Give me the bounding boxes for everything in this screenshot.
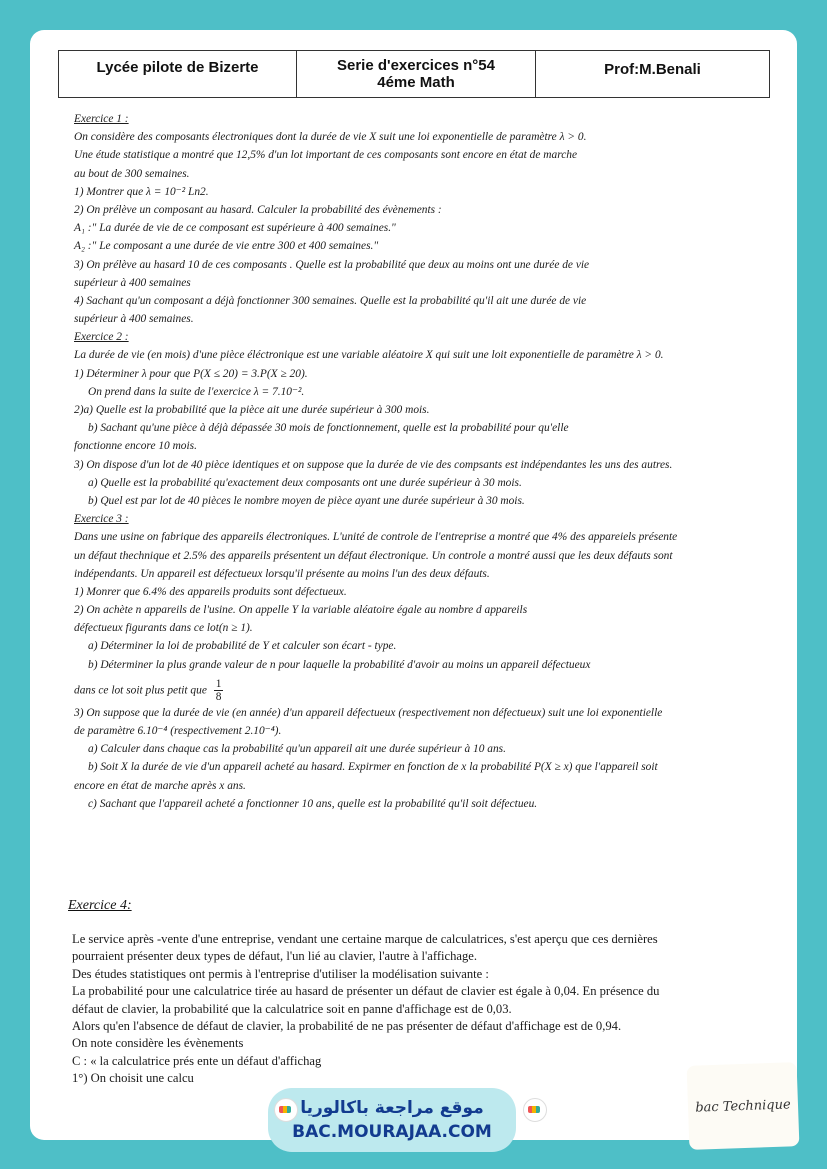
- ex1-line: 1) Montrer que λ = 10⁻² Ln2.: [74, 185, 209, 198]
- ex3-line: défectueux figurants dans ce lot(n ≥ 1).: [74, 622, 253, 635]
- ex4-line: C : « la calculatrice prés ente un défaut d'affichag: [72, 1053, 322, 1068]
- ex1-line: 4) Sachant qu'un composant a déjà fonctionner 300 semaines. Quelle est la probabilité qu'il ait une durée de vie: [74, 294, 587, 307]
- ex2-line: 2)a) Quelle est la probabilité que la pièce ait une durée supérieur à 300 mois.: [74, 404, 430, 416]
- header-teacher-cell: [536, 51, 769, 97]
- ex1-line: A₁ :" La durée de vie de ce composant est supérieure à 400 semaines.": [74, 222, 396, 235]
- ex3-line: 1) Monrer que 6.4% des appareils produits sont défectueux.: [74, 585, 347, 598]
- ex2-line: On prend dans la suite de l'exercice λ = 7.10⁻².: [88, 385, 305, 398]
- fraction-denominator: 8: [215, 691, 222, 704]
- exercise-2-title: Exercice 2 :: [74, 331, 129, 344]
- ex4-line: On note considère les évènements: [72, 1036, 244, 1051]
- ex2-line: b) Sachant qu'une pièce à déjà dépassée 30 mois de fonctionnement, quelle est la probabilité pour qu'elle: [88, 422, 569, 435]
- book-logo-icon: [274, 1098, 298, 1122]
- ex1-line: 2) On prélève un composant au hasard. Calculer la probabilité des évènements :: [74, 203, 442, 216]
- corner-watermark: [687, 1062, 800, 1150]
- ex3-line: a) Calculer dans chaque cas la probabilité qu'un appareil ait une durée supérieur à 10 ans.: [88, 743, 506, 756]
- ex3-line: Dans une usine on fabrique des appareils électroniques. L'unité de controle de l'entreprise a montré que 4% des appareiels présente: [74, 531, 678, 544]
- ex3-line: 3) On suppose que la durée de vie (en année) d'un appareil défectueux (respectivement non défectueux) suit une loi exponentielle: [74, 706, 663, 719]
- exercise-3-title: Exercice 3 :: [74, 513, 129, 526]
- fraction-numerator: 1: [215, 677, 222, 690]
- ex2-line: a) Quelle est la probabilité qu'exactement deux composants ont une durée supérieur à 30 mois.: [88, 476, 522, 489]
- ex2-line: 1) Déterminer λ pour que P(X ≤ 20) = 3.P(X ≥ 20).: [74, 367, 308, 380]
- header-table: [58, 50, 770, 98]
- site-banner[interactable]: [268, 1088, 516, 1152]
- class-level: 4éme Math: [377, 74, 455, 91]
- ex4-line: Le service après -vente d'une entreprise, vendant une certaine marque de calculatrices, s'est aperçu que ces dernières: [72, 932, 658, 946]
- ex3-fraction-line: [74, 678, 774, 708]
- ex4-line: défaut de clavier, la probabilité que la calculatrice soit en panne d'affichage est de 0,03.: [72, 1001, 512, 1016]
- ex3-fraction-text: dans ce lot soit plus petit que: [74, 684, 207, 697]
- header-series-cell: [297, 51, 536, 97]
- ex4-line: Alors qu'en l'absence de défaut de clavier, la probabilité de ne pas présenter de défaut d'affichage est de 0,94.: [72, 1018, 622, 1033]
- ex4-line: La probabilité pour une calculatrice tirée au hasard de présenter un défaut de clavier est égale à 0,04. En présence du: [72, 984, 660, 999]
- ex2-line: La durée de vie (en mois) d'une pièce éléctronique est une variable aléatoire X qui suit une loit exponentielle de paramètre λ > 0.: [74, 349, 664, 362]
- ex2-line: b) Quel est par lot de 40 pièces le nombre moyen de pièce ayant une durée supérieur à 30 mois.: [88, 494, 525, 507]
- ex1-line: On considère des composants électroniques dont la durée de vie X suit une loi exponentielle de paramètre λ > 0.: [74, 131, 587, 144]
- ex1-line: supérieur à 400 semaines.: [74, 313, 194, 326]
- ex1-line: au bout de 300 semaines.: [74, 167, 190, 180]
- ex4-line: pourraient présenter deux types de défaut, l'un lié au clavier, l'autre à l'affichage.: [72, 949, 478, 964]
- ex3-line: a) Déterminer la loi de probabilité de Y et calculer son écart - type.: [88, 640, 397, 653]
- banner-site-link[interactable]: BAC.MOURAJAA.COM: [292, 1122, 492, 1142]
- ex1-line: 3) On prélève au hasard 10 de ces composants . Quelle est la probabilité que deux au moins ont une durée de vie: [74, 258, 590, 271]
- ex4-line: Des études statistiques ont permis à l'entreprise d'utiliser la modélisation suivante :: [72, 966, 489, 981]
- exercises-1-3: [74, 114, 774, 817]
- ex3-line: de paramètre 6.10⁻⁴ (respectivement 2.10⁻⁴).: [74, 725, 282, 737]
- ex3-line: b) Déterminer la plus grande valeur de n pour laquelle la probabilité d'avoir au moins un appareil défectueux: [88, 658, 591, 671]
- corner-watermark-text: bac Technique: [695, 1096, 791, 1116]
- ex3-line: b) Soit X la durée de vie d'un appareil acheté au hasard. Expirmer en fonction de x la probabilité P(X ≥ x) que l'appareil soit: [88, 761, 658, 774]
- ex2-line: 3) On dispose d'un lot de 40 pièce identiques et on suppose que la durée de vie des compsants est indépendantes les uns des autres.: [74, 458, 673, 471]
- header-school-cell: [59, 51, 297, 97]
- ex1-line: A₂ :" Le composant a une durée de vie entre 300 et 400 semaines.": [74, 240, 379, 253]
- ex2-line: fonctionne encore 10 mois.: [74, 440, 197, 453]
- book-logo-icon: [523, 1098, 547, 1122]
- ex3-line: un défaut thechnique et 2.5% des appareils présentent un défaut électronique. Un controle a montré aussi que les deux défauts sont: [74, 549, 673, 562]
- exercise-4-body: [72, 932, 772, 1089]
- teacher-name: Prof:M.Benali: [604, 61, 701, 78]
- exercise-1-title: Exercice 1 :: [74, 113, 129, 125]
- ex3-line: encore en état de marche après x ans.: [74, 779, 246, 792]
- school-name: Lycée pilote de Bizerte: [96, 59, 259, 76]
- series-title: Serie d'exercices n°54: [336, 57, 495, 74]
- ex1-line: supérieur à 400 semaines: [74, 276, 191, 289]
- ex3-line: indépendants. Un appareil est défectueux lorsqu'il présente au moins l'un des deux défauts.: [74, 567, 490, 580]
- ex3-line: 2) On achète n appareils de l'usine. On appelle Y la variable aléatoire égale au nombre d appareils: [74, 604, 528, 617]
- banner-arabic-text: موقع مراجعة باكالوريا: [300, 1098, 484, 1118]
- fraction: [214, 678, 224, 704]
- ex3-line: c) Sachant que l'appareil acheté a fonctionner 10 ans, quelle est la probabilité qu'il soit défectueu.: [88, 797, 538, 810]
- ex1-line: Une étude statistique a montré que 12,5% d'un lot important de ces composants sont encore en état de marche: [74, 149, 578, 162]
- exercise-4-title: Exercice 4:: [68, 898, 132, 913]
- ex4-line: 1°) On choisit une calcu: [72, 1071, 194, 1086]
